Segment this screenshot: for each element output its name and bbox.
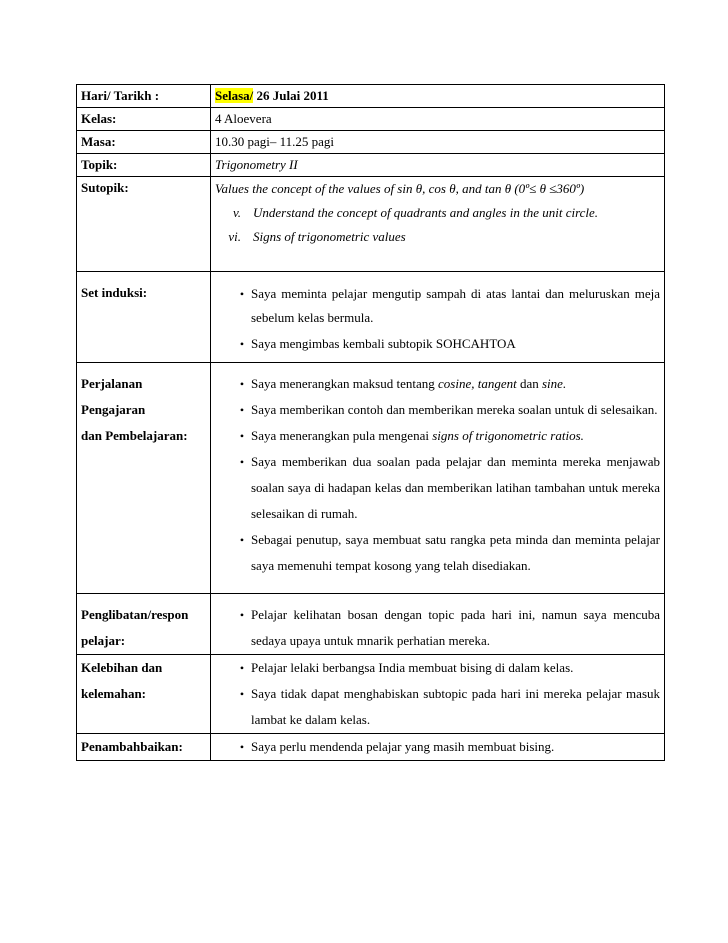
label-kelebihan-line1: Kelebihan dan bbox=[81, 660, 163, 675]
perjalanan-list bbox=[215, 371, 660, 579]
lesson-plan bbox=[76, 84, 664, 761]
list-item bbox=[215, 332, 660, 356]
bullet-icon: • bbox=[239, 661, 245, 675]
value-masa: 10.30 pagi– 11.25 pagi bbox=[211, 131, 665, 154]
label-kelebihan-line2: kelemahan: bbox=[81, 686, 146, 701]
list-item-text: Saya memberikan dua soalan pada pelajar dan meminta mereka menjawab soalan saya di hadapan kelas dan memberikan latihan tambahan untuk mereka selesaikan di rumah. bbox=[251, 454, 660, 521]
item-text-part: dan bbox=[516, 376, 542, 391]
label-set-induksi: Set induksi: bbox=[77, 272, 211, 363]
row-sutopik bbox=[77, 177, 665, 272]
list-item bbox=[215, 527, 660, 579]
row-masa bbox=[77, 131, 665, 154]
value-topik: Trigonometry II bbox=[211, 154, 665, 177]
list-item bbox=[215, 423, 660, 449]
value-set-induksi bbox=[211, 272, 665, 363]
label-topik: Topik: bbox=[77, 154, 211, 177]
bullet-icon: • bbox=[239, 403, 245, 417]
label-kelas: Kelas: bbox=[77, 108, 211, 131]
row-kelas bbox=[77, 108, 665, 131]
row-kelebihan bbox=[77, 655, 665, 734]
item-text-part: Saya menerangkan maksud tentang bbox=[251, 376, 438, 391]
label-penambahbaikan: Penambahbaikan: bbox=[77, 734, 211, 761]
bullet-icon: • bbox=[239, 608, 245, 622]
lesson-plan-table bbox=[76, 84, 665, 761]
list-item bbox=[215, 371, 660, 397]
bullet-icon: • bbox=[239, 337, 245, 351]
list-item bbox=[215, 397, 660, 423]
row-penglibatan bbox=[77, 594, 665, 655]
value-kelas: 4 Aloevera bbox=[211, 108, 665, 131]
label-perjalanan bbox=[77, 363, 211, 594]
penglibatan-list bbox=[215, 602, 660, 654]
item-text-emphasis: sine. bbox=[542, 376, 567, 391]
list-item-text bbox=[251, 423, 660, 449]
list-item-text: Sebagai penutup, saya membuat satu rangka peta minda dan meminta pelajar saya memenuhi tempat kosong yang telah disediakan. bbox=[251, 532, 660, 573]
list-item-text: Saya meminta pelajar mengutip sampah di atas lantai dan meluruskan meja sebelum kelas bermula. bbox=[251, 286, 660, 325]
value-kelebihan bbox=[211, 655, 665, 734]
row-set-induksi bbox=[77, 272, 665, 363]
label-perjalanan-line1: Perjalanan bbox=[81, 376, 143, 391]
bullet-icon: • bbox=[239, 429, 245, 443]
bullet-icon: • bbox=[239, 740, 245, 754]
list-item-text: Pelajar lelaki berbangsa India membuat bising di dalam kelas. bbox=[251, 660, 574, 675]
row-hari-tarikh bbox=[77, 85, 665, 108]
list-item bbox=[215, 449, 660, 527]
item-text-emphasis: cosine, tangent bbox=[438, 376, 517, 391]
sutopik-item-text: Understand the concept of quadrants and angles in the unit circle. bbox=[253, 205, 599, 220]
list-item-text: Pelajar kelihatan bosan dengan topic pada hari ini, namun saya mencuba sedaya upaya untuk mnarik perhatian mereka. bbox=[251, 607, 660, 648]
set-induksi-list bbox=[215, 282, 660, 356]
list-item bbox=[215, 655, 660, 681]
label-sutopik: Sutopik: bbox=[77, 177, 211, 272]
item-text-emphasis: signs of trigonometric ratios. bbox=[432, 428, 584, 443]
sutopik-item-number: v. bbox=[232, 205, 241, 220]
date-text: 26 Julai 2011 bbox=[253, 88, 329, 103]
list-item bbox=[215, 681, 660, 733]
bullet-icon: • bbox=[239, 533, 245, 547]
bullet-icon: • bbox=[239, 377, 245, 391]
value-hari-tarikh bbox=[211, 85, 665, 108]
sutopik-item bbox=[215, 201, 660, 225]
list-item-text bbox=[251, 371, 660, 397]
label-hari-tarikh: Hari/ Tarikh : bbox=[77, 85, 211, 108]
row-perjalanan bbox=[77, 363, 665, 594]
list-item-text: Saya mengimbas kembali subtopik SOHCAHTOA bbox=[251, 336, 516, 351]
label-kelebihan bbox=[77, 655, 211, 734]
sutopik-list bbox=[215, 201, 660, 249]
label-masa: Masa: bbox=[77, 131, 211, 154]
label-penglibatan-line1: Penglibatan/respon bbox=[81, 607, 189, 622]
value-penglibatan bbox=[211, 594, 665, 655]
list-item-text: Saya perlu mendenda pelajar yang masih membuat bising. bbox=[251, 739, 555, 754]
bullet-icon: • bbox=[239, 687, 245, 701]
value-sutopik bbox=[211, 177, 665, 272]
kelebihan-list bbox=[215, 655, 660, 733]
label-perjalanan-line2: Pengajaran bbox=[81, 402, 146, 417]
value-penambahbaikan bbox=[211, 734, 665, 761]
sutopik-item-text: Signs of trigonometric values bbox=[253, 229, 406, 244]
row-topik bbox=[77, 154, 665, 177]
list-item bbox=[215, 282, 660, 330]
label-perjalanan-line3: dan Pembelajaran: bbox=[81, 428, 188, 443]
list-item-text: Saya memberikan contoh dan memberikan mereka soalan untuk di selesaikan. bbox=[251, 402, 658, 417]
list-item-text: Saya tidak dapat menghabiskan subtopic pada hari ini mereka pelajar masuk lambat ke dalam kelas. bbox=[251, 686, 660, 727]
list-item bbox=[215, 734, 660, 760]
sutopik-item-number: vi. bbox=[228, 229, 241, 244]
bullet-icon: • bbox=[239, 455, 245, 469]
label-penglibatan-line2: pelajar: bbox=[81, 633, 126, 648]
sutopik-item bbox=[215, 225, 660, 249]
penambahbaikan-list bbox=[215, 734, 660, 760]
bullet-icon: • bbox=[239, 287, 245, 301]
value-perjalanan bbox=[211, 363, 665, 594]
sutopik-heading: Values the concept of the values of sin θ, cos θ, and tan θ (0º≤ θ ≤360º) bbox=[215, 181, 585, 196]
label-penglibatan bbox=[77, 594, 211, 655]
list-item bbox=[215, 602, 660, 654]
day-highlight: Selasa/ bbox=[215, 88, 254, 103]
item-text-part: Saya menerangkan pula mengenai bbox=[251, 428, 433, 443]
row-penambahbaikan bbox=[77, 734, 665, 761]
